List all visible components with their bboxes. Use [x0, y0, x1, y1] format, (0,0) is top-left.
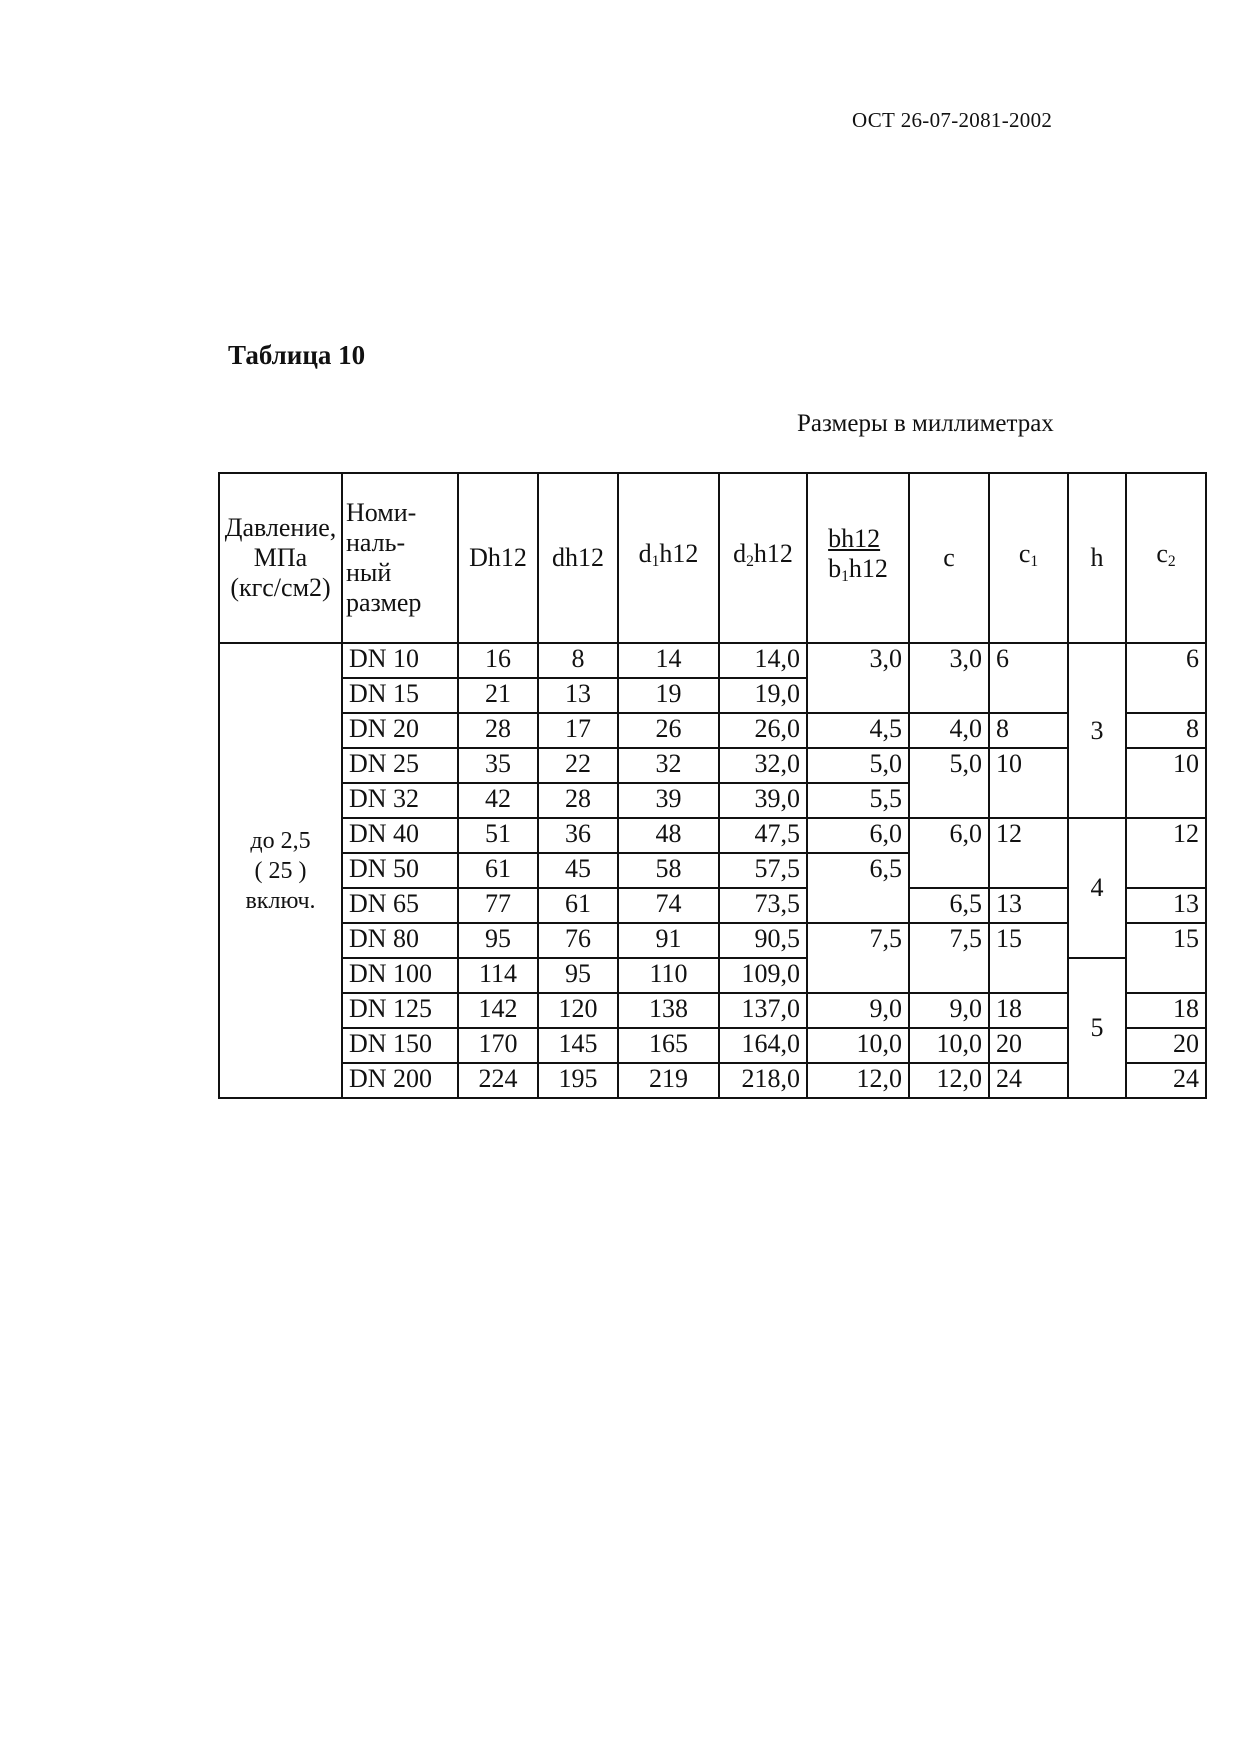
d2-cell: 164,0: [719, 1028, 807, 1063]
nominal-size-cell: DN 50: [342, 853, 458, 888]
D-cell: 35: [458, 748, 538, 783]
b-cell: 5,5: [807, 783, 909, 818]
c2-cell: 6: [1126, 643, 1206, 713]
d2-cell: 47,5: [719, 818, 807, 853]
header-c: c: [909, 473, 989, 643]
b-cell: 6,5: [807, 853, 909, 923]
d1-cell: 165: [618, 1028, 719, 1063]
pressure-cell: до 2,5 ( 25 ) включ.: [219, 643, 342, 1098]
d2-cell: 109,0: [719, 958, 807, 993]
D-cell: 224: [458, 1063, 538, 1098]
d-cell: 36: [538, 818, 618, 853]
c-cell: 5,0: [909, 748, 989, 818]
D-cell: 142: [458, 993, 538, 1028]
c-cell: 7,5: [909, 923, 989, 993]
d-cell: 45: [538, 853, 618, 888]
table-row: [219, 713, 1206, 748]
d-cell: 17: [538, 713, 618, 748]
table-row: [219, 1028, 1206, 1063]
h-cell: 4: [1068, 818, 1126, 958]
header-bh12-b1h12: bh12 $b_1h12$: [807, 473, 909, 643]
d-cell: 195: [538, 1063, 618, 1098]
c-cell: 6,5: [909, 888, 989, 923]
D-cell: 77: [458, 888, 538, 923]
D-cell: 170: [458, 1028, 538, 1063]
dimensions-table: [218, 472, 1207, 1099]
d2-cell: 32,0: [719, 748, 807, 783]
c1-cell: 6: [989, 643, 1068, 713]
d2-cell: 39,0: [719, 783, 807, 818]
nominal-size-cell: DN 25: [342, 748, 458, 783]
c1-cell: 18: [989, 993, 1068, 1028]
header-d2h12: $d_2h12$: [719, 473, 807, 643]
d1-cell: 26: [618, 713, 719, 748]
header-nominal-size: Номи- наль- ный размер: [342, 473, 458, 643]
units-note: Размеры в миллиметрах: [797, 410, 1054, 437]
c1-cell: 10: [989, 748, 1068, 818]
nominal-size-cell: DN 125: [342, 993, 458, 1028]
D-cell: 51: [458, 818, 538, 853]
d2-cell: 57,5: [719, 853, 807, 888]
c-cell: 4,0: [909, 713, 989, 748]
d1-cell: 58: [618, 853, 719, 888]
document-code: ОСТ 26-07-2081-2002: [852, 108, 1053, 132]
c2-cell: 10: [1126, 748, 1206, 818]
nominal-size-cell: DN 10: [342, 643, 458, 678]
d2-cell: 73,5: [719, 888, 807, 923]
d-cell: 28: [538, 783, 618, 818]
d1-cell: 14: [618, 643, 719, 678]
c1-cell: 8: [989, 713, 1068, 748]
header-c1: $c_1$: [989, 473, 1068, 643]
header-row: [219, 473, 1206, 643]
d1-cell: 32: [618, 748, 719, 783]
d2-cell: 90,5: [719, 923, 807, 958]
d1-cell: 91: [618, 923, 719, 958]
D-cell: 42: [458, 783, 538, 818]
d-cell: 120: [538, 993, 618, 1028]
table-row: [219, 818, 1206, 853]
d1-cell: 39: [618, 783, 719, 818]
c2-cell: 8: [1126, 713, 1206, 748]
c1-cell: 12: [989, 818, 1068, 888]
d-cell: 22: [538, 748, 618, 783]
d1-cell: 219: [618, 1063, 719, 1098]
d1-cell: 74: [618, 888, 719, 923]
header-Dh12: Dh12: [458, 473, 538, 643]
b-cell: 3,0: [807, 643, 909, 713]
b-cell: 7,5: [807, 923, 909, 993]
d1-cell: 48: [618, 818, 719, 853]
nominal-size-cell: DN 40: [342, 818, 458, 853]
h-cell: 3: [1068, 643, 1126, 818]
D-cell: 61: [458, 853, 538, 888]
c-cell: 12,0: [909, 1063, 989, 1098]
d-cell: 76: [538, 923, 618, 958]
c1-cell: 13: [989, 888, 1068, 923]
c2-cell: 15: [1126, 923, 1206, 993]
table-row: [219, 888, 1206, 923]
D-cell: 28: [458, 713, 538, 748]
d-cell: 61: [538, 888, 618, 923]
nominal-size-cell: DN 32: [342, 783, 458, 818]
header-d1h12: $d_1h12$: [618, 473, 719, 643]
c2-cell: 13: [1126, 888, 1206, 923]
header-pressure: Давление, МПа (кгс/см2): [219, 473, 342, 643]
d-cell: 95: [538, 958, 618, 993]
nominal-size-cell: DN 65: [342, 888, 458, 923]
table-row: [219, 923, 1206, 958]
h-cell: 5: [1068, 958, 1126, 1098]
header-c2: $c_2$: [1126, 473, 1206, 643]
c1-cell: 24: [989, 1063, 1068, 1098]
c2-cell: 12: [1126, 818, 1206, 888]
nominal-size-cell: DN 80: [342, 923, 458, 958]
c-cell: 3,0: [909, 643, 989, 713]
D-cell: 16: [458, 643, 538, 678]
d2-cell: 137,0: [719, 993, 807, 1028]
b-cell: 10,0: [807, 1028, 909, 1063]
nominal-size-cell: DN 200: [342, 1063, 458, 1098]
nominal-size-cell: DN 15: [342, 678, 458, 713]
c-cell: 9,0: [909, 993, 989, 1028]
c2-cell: 24: [1126, 1063, 1206, 1098]
b-cell: 6,0: [807, 818, 909, 853]
c-cell: 6,0: [909, 818, 989, 888]
b-cell: 4,5: [807, 713, 909, 748]
header-dh12: dh12: [538, 473, 618, 643]
c-cell: 10,0: [909, 1028, 989, 1063]
d2-cell: 26,0: [719, 713, 807, 748]
nominal-size-cell: DN 20: [342, 713, 458, 748]
c2-cell: 20: [1126, 1028, 1206, 1063]
b-cell: 12,0: [807, 1063, 909, 1098]
nominal-size-cell: DN 100: [342, 958, 458, 993]
c1-cell: 20: [989, 1028, 1068, 1063]
d-cell: 145: [538, 1028, 618, 1063]
d-cell: 13: [538, 678, 618, 713]
table-title: Таблица 10: [228, 340, 366, 370]
d1-cell: 110: [618, 958, 719, 993]
D-cell: 95: [458, 923, 538, 958]
table-row: [219, 993, 1206, 1028]
d2-cell: 14,0: [719, 643, 807, 678]
table-row: [219, 1063, 1206, 1098]
d2-cell: 19,0: [719, 678, 807, 713]
c2-cell: 18: [1126, 993, 1206, 1028]
D-cell: 21: [458, 678, 538, 713]
b-cell: 5,0: [807, 748, 909, 783]
table-row: [219, 748, 1206, 783]
b-cell: 9,0: [807, 993, 909, 1028]
d1-cell: 138: [618, 993, 719, 1028]
nominal-size-cell: DN 150: [342, 1028, 458, 1063]
d1-cell: 19: [618, 678, 719, 713]
header-h: h: [1068, 473, 1126, 643]
d2-cell: 218,0: [719, 1063, 807, 1098]
d-cell: 8: [538, 643, 618, 678]
c1-cell: 15: [989, 923, 1068, 993]
D-cell: 114: [458, 958, 538, 993]
table-row: [219, 643, 1206, 678]
